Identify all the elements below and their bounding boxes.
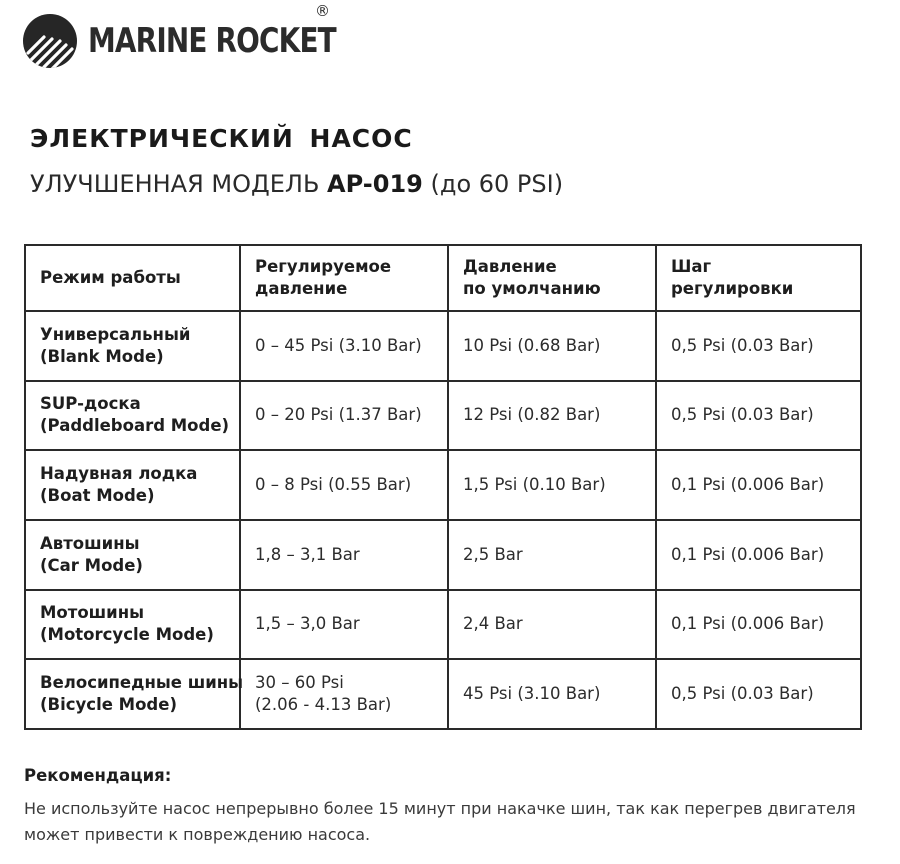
table-row — [25, 381, 861, 451]
step-cell: 0,5 Psi (0.03 Bar) — [656, 659, 861, 729]
default-cell: 45 Psi (3.10 Bar) — [448, 659, 656, 729]
table-row — [25, 311, 861, 381]
table-row — [25, 520, 861, 590]
recommendation-text: Не используйте насос непрерывно более 15 минут при накачке шин, так как перегрев двигателя может привести к повреждению насоса. — [24, 799, 856, 844]
table-row — [25, 659, 861, 729]
range-cell: 0 – 8 Psi (0.55 Bar) — [240, 450, 448, 520]
model-name: AP-019 — [327, 170, 423, 198]
header-range: Регулируемое давление — [240, 245, 448, 311]
default-cell: 1,5 Psi (0.10 Bar) — [448, 450, 656, 520]
brand-logo — [22, 12, 390, 70]
mode-cell: Надувная лодка (Boat Mode) — [25, 450, 240, 520]
mode-cell: Автошины (Car Mode) — [25, 520, 240, 590]
subtitle-prefix: УЛУЧШЕННАЯ МОДЕЛЬ — [30, 170, 328, 198]
mode-cell: SUP-доска (Paddleboard Mode) — [25, 381, 240, 451]
brand-name: MARINE ROCKET — [88, 21, 336, 61]
header-mode: Режим работы — [25, 245, 240, 311]
header-default: Давление по умолчанию — [448, 245, 656, 311]
default-cell: 12 Psi (0.82 Bar) — [448, 381, 656, 451]
marine-rocket-logo-icon — [22, 13, 78, 69]
range-cell: 0 – 20 Psi (1.37 Bar) — [240, 381, 448, 451]
range-cell: 30 – 60 Psi (2.06 - 4.13 Bar) — [240, 659, 448, 729]
mode-cell: Велосипедные шины (Bicycle Mode) — [25, 659, 240, 729]
header-step: Шаг регулировки — [656, 245, 861, 311]
page-title: ЭЛЕКТРИЧЕСКИЙ НАСОС — [30, 124, 413, 153]
page-subtitle — [30, 170, 563, 198]
step-cell: 0,1 Psi (0.006 Bar) — [656, 520, 861, 590]
range-cell: 0 – 45 Psi (3.10 Bar) — [240, 311, 448, 381]
registered-mark: ® — [315, 2, 330, 20]
subtitle-suffix: (до 60 PSI) — [422, 170, 564, 198]
range-cell: 1,8 – 3,1 Bar — [240, 520, 448, 590]
modes-table — [24, 244, 862, 730]
range-cell: 1,5 – 3,0 Bar — [240, 590, 448, 660]
recommendation-title: Рекомендация: — [24, 766, 172, 785]
step-cell: 0,5 Psi (0.03 Bar) — [656, 311, 861, 381]
step-cell: 0,5 Psi (0.03 Bar) — [656, 381, 861, 451]
default-cell: 10 Psi (0.68 Bar) — [448, 311, 656, 381]
step-cell: 0,1 Psi (0.006 Bar) — [656, 590, 861, 660]
table-row — [25, 450, 861, 520]
table-header-row — [25, 245, 861, 311]
default-cell: 2,5 Bar — [448, 520, 656, 590]
step-cell: 0,1 Psi (0.006 Bar) — [656, 450, 861, 520]
mode-cell: Мотошины (Motorcycle Mode) — [25, 590, 240, 660]
mode-cell: Универсальный (Blank Mode) — [25, 311, 240, 381]
table-row — [25, 590, 861, 660]
default-cell: 2,4 Bar — [448, 590, 656, 660]
